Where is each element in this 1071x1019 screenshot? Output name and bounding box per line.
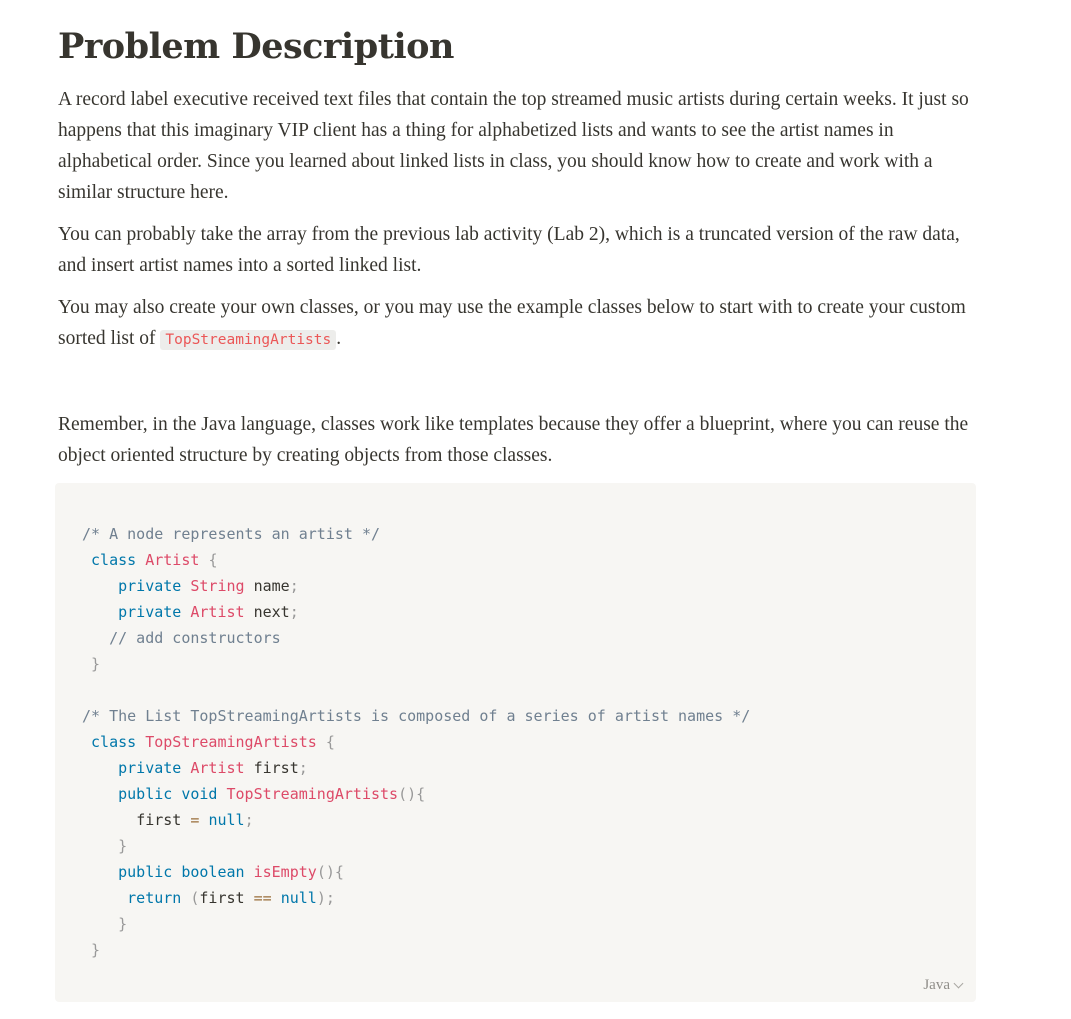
code-punct: ) <box>316 889 326 907</box>
chevron-down-icon <box>954 979 964 989</box>
code-block[interactable] <box>55 483 976 1002</box>
code-keyword: boolean <box>181 863 245 881</box>
code-keyword: void <box>181 785 218 803</box>
paragraph-classes-text: You may also create your own classes, or you may use the example classes below to start with to create your custom sorted list of <box>58 296 966 349</box>
code-punct: ; <box>325 889 335 907</box>
code-keyword: private <box>118 577 182 595</box>
paragraph-classes <box>58 292 976 356</box>
code-keyword: null <box>280 889 317 907</box>
code-punct: } <box>91 941 101 959</box>
code-identifier: first <box>136 811 191 829</box>
code-punct: ; <box>289 577 299 595</box>
code-class-name: Artist <box>145 551 200 569</box>
code-punct: } <box>91 655 101 673</box>
code-type: Artist <box>190 603 245 621</box>
code-identifier: next <box>244 603 290 621</box>
code-punct: { <box>325 733 335 751</box>
code-keyword: private <box>118 603 182 621</box>
inline-code-topstreamingartists: TopStreamingArtists <box>160 330 336 350</box>
code-punct: ; <box>298 759 308 777</box>
code-comment: /* The List TopStreamingArtists is composed of a series of artist names */ <box>82 707 751 725</box>
code-punct: () <box>398 785 417 803</box>
code-keyword: private <box>118 759 182 777</box>
empty-block <box>58 367 976 409</box>
code-function: TopStreamingArtists <box>226 785 399 803</box>
code-identifier: first <box>199 889 254 907</box>
code-operator: == <box>253 889 272 907</box>
code-function: isEmpty <box>253 863 317 881</box>
paragraph-intro: A record label executive received text files that contain the top streamed music artists during certain weeks. It just so happens that this imaginary VIP client has a thing for alphabetized lists and wants to see the artist names in alphabetical order. Since you learned about linked lists in class, you should know how to create and work with a similar structure here. <box>58 88 969 203</box>
code-comment: /* A node represents an artist */ <box>82 525 381 543</box>
code-keyword: public <box>118 785 173 803</box>
code-comment: // add constructors <box>109 629 281 647</box>
code-keyword: class <box>91 551 137 569</box>
code-punct: { <box>208 551 218 569</box>
code-type: Artist <box>190 759 245 777</box>
code-keyword: class <box>91 733 137 751</box>
code-content[interactable] <box>82 521 750 963</box>
code-identifier: name <box>244 577 290 595</box>
code-identifier: first <box>244 759 299 777</box>
code-type: String <box>190 577 245 595</box>
language-label: Java <box>923 977 950 993</box>
code-operator: = <box>190 811 200 829</box>
code-keyword: return <box>127 889 182 907</box>
code-keyword: null <box>208 811 245 829</box>
code-punct: ; <box>244 811 254 829</box>
code-punct: } <box>118 915 128 933</box>
code-punct: { <box>416 785 426 803</box>
code-punct: () <box>316 863 335 881</box>
code-keyword: public <box>118 863 173 881</box>
page-title: Problem Description <box>58 26 454 67</box>
code-punct: ; <box>289 603 299 621</box>
code-punct: } <box>118 837 128 855</box>
code-punct: ( <box>190 889 200 907</box>
code-punct: { <box>334 863 344 881</box>
page-content <box>58 24 976 482</box>
language-selector[interactable] <box>923 977 962 994</box>
paragraph-classes-end: . <box>336 327 342 349</box>
paragraph-templates: Remember, in the Java language, classes work like templates because they offer a blueprint, where you can reuse the object oriented structure by creating objects from those classes. <box>58 413 969 466</box>
code-class-name: TopStreamingArtists <box>145 733 317 751</box>
paragraph-array-hint: You can probably take the array from the previous lab activity (Lab 2), which is a truncated version of the raw data, and insert artist names into a sorted linked list. <box>58 223 960 276</box>
